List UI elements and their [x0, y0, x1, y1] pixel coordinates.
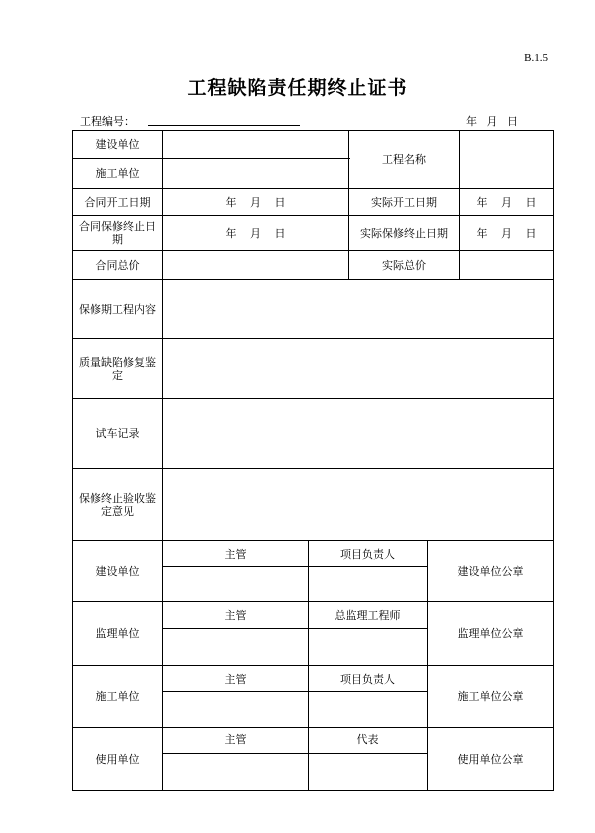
actual-warranty-end-date[interactable]: 年 月 日 [460, 216, 554, 251]
actual-total-label: 实际总价 [349, 251, 460, 280]
sign-unit-label: 使用单位 [73, 728, 163, 791]
acceptance-label: 保修终止验收鉴定意见 [73, 469, 163, 541]
supervisor-label: 主管 [224, 733, 247, 746]
warranty-work-field[interactable] [163, 280, 554, 339]
builder-unit-label: 施工单位 [73, 159, 163, 189]
representative-label: 代表 [356, 733, 379, 746]
header-date: 年 月 日 [466, 115, 518, 128]
contract-start-label: 合同开工日期 [73, 189, 163, 216]
signature-block [163, 728, 428, 791]
contract-warranty-end-label: 合同保修终止日期 [73, 216, 163, 251]
sign-unit-label: 监理单位 [73, 602, 163, 666]
project-name-label: 工程名称 [349, 131, 460, 189]
signature-block [163, 541, 428, 602]
responsible-label: 项目负责人 [340, 673, 396, 686]
builder-unit-field[interactable] [163, 159, 349, 189]
seal-label: 使用单位公章 [428, 728, 554, 791]
responsible-label: 项目负责人 [340, 548, 396, 561]
defect-repair-field[interactable] [163, 339, 554, 399]
construction-unit-label: 建设单位 [73, 131, 163, 159]
seal-label: 施工单位公章 [428, 666, 554, 728]
actual-total-field[interactable] [460, 251, 554, 280]
construction-unit-field[interactable] [163, 131, 349, 159]
seal-label: 建设单位公章 [428, 541, 554, 602]
actual-start-date[interactable]: 年 月 日 [460, 189, 554, 216]
seal-label: 监理单位公章 [428, 602, 554, 666]
contract-warranty-end-date[interactable]: 年 月 日 [163, 216, 349, 251]
sign-unit-label: 施工单位 [73, 666, 163, 728]
warranty-work-label: 保修期工程内容 [73, 280, 163, 339]
certificate-table [72, 130, 554, 791]
supervisor-label: 主管 [224, 548, 247, 561]
form-title: 工程缺陷责任期终止证书 [187, 77, 408, 99]
project-no-field[interactable] [148, 125, 300, 126]
contract-total-label: 合同总价 [73, 251, 163, 280]
form-code: B.1.5 [524, 52, 548, 64]
project-name-field[interactable] [460, 131, 554, 189]
sign-unit-label: 建设单位 [73, 541, 163, 602]
test-run-field[interactable] [163, 399, 554, 469]
test-run-label: 试车记录 [73, 399, 163, 469]
acceptance-field[interactable] [163, 469, 554, 541]
actual-warranty-end-label: 实际保修终止日期 [349, 216, 460, 251]
signature-block [163, 602, 428, 666]
actual-start-label: 实际开工日期 [349, 189, 460, 216]
defect-repair-label: 质量缺陷修复鉴定 [73, 339, 163, 399]
project-no-label: 工程编号： [80, 115, 135, 128]
contract-start-date[interactable]: 年 月 日 [163, 189, 349, 216]
responsible-label: 总监理工程师 [334, 609, 401, 622]
supervisor-label: 主管 [224, 673, 247, 686]
supervisor-label: 主管 [224, 609, 247, 622]
contract-total-field[interactable] [163, 251, 349, 280]
signature-block [163, 666, 428, 728]
